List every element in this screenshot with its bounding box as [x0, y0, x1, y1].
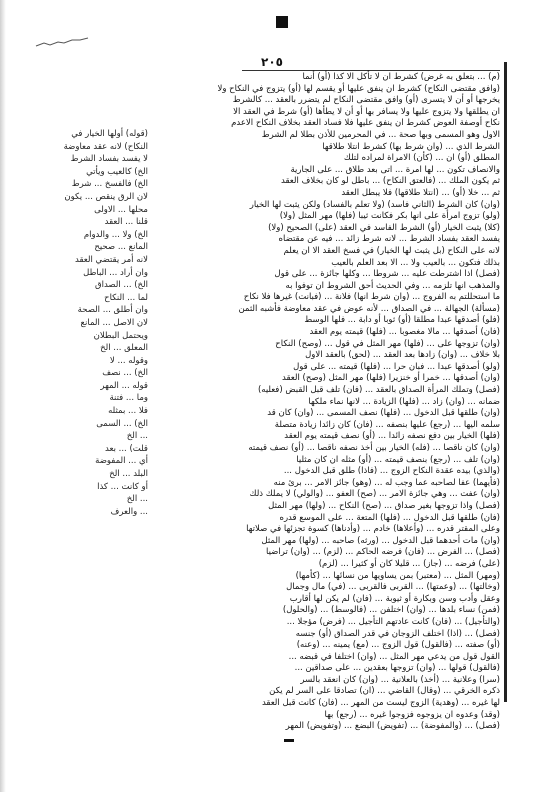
- top-rule: [242, 70, 500, 71]
- text-line: ان يطلقها ولا يتزوج عليها ولا يسافر بها أو أن لا يطأها (أو) شرط في العقد الا: [233, 106, 500, 117]
- text-line: (سرا) وعلانية ... (أخذ) بالعلانية ... (وان) كان انعقد بالسر: [300, 674, 500, 685]
- text-line: وعقل وأدب وسن وبكارة أو ثيوبة ... (فان) لم يكن لها أقارب: [289, 593, 500, 604]
- text-line: يفسد العقد بفساد الشرط ... لانه شرط زائد ... فيه عن مقتضاه: [278, 234, 500, 245]
- margin-line: قلنا ... العقد: [104, 217, 148, 228]
- text-line: (ولو) تزوج امرأة على انها بكر فكانت ثيبا (فلها) مهر المثل (ولا): [279, 211, 500, 222]
- column-side-rule: [504, 62, 507, 702]
- text-line: وعلى المقتر قدره ... (وأعلاها) خادم ... (وأدناها) كسوة تجزئها في صلاتها: [246, 524, 500, 535]
- text-line: (فصل) اذا اشترطت عليه ... شروطا ... وكلها جائزة ... على قول: [274, 269, 500, 280]
- text-line: المطلق (أو) ان ... (كأن) الامراة لمراده لتلك: [343, 153, 500, 164]
- text-line: (كلا) يثبت الخيار (أو) الشرط الفاسد في العقد (على) الصحيح (ولا): [268, 222, 500, 233]
- margin-line: البلد ... الخ: [109, 469, 148, 480]
- page-number: ٢٠٥: [261, 55, 283, 69]
- margin-line: الخ) فالفسخ ... شرط: [71, 179, 148, 190]
- margin-line: وان أراد ... الباطل: [83, 267, 148, 278]
- text-line: (فالقول) قولها ... (وان) تزوجها بعقدين ... على صداقين ...: [294, 663, 500, 674]
- text-line: (وافق مقتضى النكاح) كشرط ان ينفق عليها أو يقسم لها (أو) يتزوج في النكاح ولا: [217, 83, 500, 94]
- text-line: (مسألة) الجهالة ... في الصداق ... لأنه عوض في عقد معاوضة فأشبه الثمن: [238, 303, 500, 314]
- margin-line: ... والعرف: [110, 506, 148, 517]
- text-line: يخرجها أو أن لا يتسرى (أو) وافق مقتضى النكاح لم يتضرر بالعقد ... كالشرط: [232, 95, 500, 106]
- text-line: (م) ... بتعلق به غرض) كشرط ان لا تأكل الا كذا (أو) أنما: [302, 72, 500, 82]
- text-line: ذكره الخرقي ... (وقال) القاضي ... (ان) تصادقا على السر لم يكن: [269, 686, 500, 697]
- text-line: (فأيهما) عفا لصاحبه عما وجب له ... (وهو) جائز الامر ... برئ منه: [273, 477, 500, 488]
- text-line: والانصاف تكون ... لها امرة ... اتى بعد طلاق ... على الجارية: [290, 164, 500, 175]
- text-line: ضمانه ... (وان) زاد ... (فلها) الزيادة ... لانها نماء ملكها: [308, 396, 500, 407]
- text-line: (وان) مات أحدهما قبل الدخول ... (ورثه) صاحبه ... (ولها) مهر المثل: [261, 535, 500, 546]
- margin-line: لان الاصل ... المانع: [80, 317, 148, 328]
- page-edge-shadow: [0, 0, 6, 792]
- main-text-column: [160, 72, 500, 732]
- text-line: (فصل) وتملك المرأة الصداق بالعقد ... (فان) تلف قبل القبض (فعليه): [257, 385, 500, 396]
- margin-line: فلا ... بمثله: [108, 406, 148, 417]
- text-line: بذلك فتكون ... بالعيب ولا ... الا بعد العلم بالعيب: [331, 257, 500, 268]
- margin-line: وقوله ... لا: [109, 355, 148, 366]
- text-line: (وان) كان الشرط (الثاني فاسد) (ولا تعلم بالفساد) ولكن يثبت لها الخيار: [249, 199, 500, 210]
- text-line: (فصل) واذا تزوجها بغير صداق ... (صح) النكاح ... (ولها) مهر المثل: [268, 500, 500, 511]
- text-line: ما استحللتم به الفروج ... (وان شرط انها) فلانة ... (فبانت) غيرها فلا نكاح: [243, 292, 500, 303]
- margin-line: قلت) ... بعد: [105, 443, 148, 454]
- pencil-scribble: [34, 34, 94, 50]
- text-line: (وان) أصدقها ... خمرا أو خنزيرا (فلها) مهر المثل (وصح) العقد: [282, 373, 500, 384]
- text-line: ثم يكون الملك ... (فالعتق النكاح) ... باطل لو كان بخلاف العقد: [281, 176, 500, 187]
- margin-line: لانه أمر يقتضي العقد: [75, 254, 148, 265]
- margin-line: ... الخ: [126, 431, 148, 442]
- margin-line: الخ) كالعيب ويأتي: [86, 166, 148, 177]
- text-line: (فمن) نساء بلدها ... (وان) اختلفن ... (فالوسط) ... (والحلول): [282, 605, 500, 616]
- margin-line: الخ) ... نصف: [102, 368, 148, 379]
- text-line: (وان) طلقها قبل الدخول ... (فلها) نصف المسمى ... (وان) كان قد: [267, 408, 500, 419]
- margin-line: ... الخ: [126, 494, 148, 505]
- text-line: (وقد) وعدوه ان يزوجوه فزوجوا غيره ... (رجع) بها: [324, 709, 500, 720]
- text-line: الاول وهو المسمى وبها صحة ... في المحرمين للأذن بطلا لم الشرط: [261, 129, 500, 140]
- text-line: (على) فرضه ... (جاز) ... قليلا كان أو كثيرا ... (لزم): [318, 558, 500, 569]
- margin-line: الخ) ... الصداق: [94, 280, 148, 291]
- text-line: (فان) طلقها قبل الدخول ... (فلها) المتعة ... على الموسع قدره: [279, 512, 500, 523]
- margin-line: المانع ... صحيح: [94, 242, 148, 253]
- text-line: سلمه اليها ... (رجع) عليها بنصفه ... (فان) كان زائدا زيادة متصلة: [274, 419, 500, 430]
- text-line: (أو) صفته ... (فالقول) قول الزوج ... (مع) يمينه ... (وعنه): [296, 640, 500, 651]
- margin-commentary: [8, 128, 148, 598]
- text-line: (وان) كان ناقصا ... (فله) الخيار بين أخذ نصفه ناقصا ... (أو) نصف قيمته: [248, 443, 500, 453]
- text-line: (فصل) ... الفرض ... (فان) فرضه الحاكم ... (لزم) ... (وان) تراضيا: [266, 547, 500, 558]
- text-line: ثم ... خلا (أو) ... (انتلا طلاقها) فلا يبطل العقد: [341, 187, 500, 198]
- text-line: (وخالتها) ... (وعمتها) ... القربى فالقربى ... (في) مال وجمال: [286, 582, 500, 593]
- margin-line: النكاح) لانه عقد معاوضة: [63, 141, 148, 152]
- text-line: (والتأجيل) ... (فان) كانت عادتهم التأجيل ... (فرض) مؤجلا ...: [286, 616, 500, 627]
- text-line: لها غيره ... (وهدية) الزوج ليست من المهر ... (فان) كانت قبل العقد: [261, 698, 500, 709]
- text-line: القول قول من يدعي مهر المثل ... (وان) اختلفا في قبضه ...: [288, 651, 500, 662]
- text-line: (وان) تلف ... (رجع) بنصف قيمته ... (أو) مثله ان كان مثليا: [296, 454, 500, 465]
- bottom-print-mark: [284, 739, 294, 742]
- text-line: الشرط الذي ... (وان شرط بها) كشرط انتلا طلاقها: [322, 141, 500, 152]
- margin-line: ويحتمل البطلان: [93, 330, 148, 341]
- top-print-mark: [276, 16, 288, 28]
- margin-line: لان الرق ينقص ... يكون: [64, 191, 148, 202]
- margin-line: قوله ... المهر: [100, 380, 148, 391]
- text-line: نكاح أوصفة العوض كشرط ان ينفق عليها فلا فساد العقد بخلاف النكاح الاعدم: [231, 118, 500, 129]
- text-line: (وان) عفت ... وهي جائزة الامر ... (صح) العفو ... (والولي) لا يملك ذلك: [249, 489, 500, 500]
- margin-line: المعلق ... الخ: [100, 343, 148, 354]
- text-line: (ومهر) المثل ... (معتبر) بمن يساويها من نسائها ... (كأمها): [295, 570, 500, 581]
- margin-line: لا يفسد بفساد الشرط: [70, 154, 148, 165]
- text-line: (فلها) الخيار بين دفع نصفه زائدا ... (أو) نصف قيمته يوم العقد: [284, 431, 500, 442]
- text-line: والمذهب انها تلزمه ... وفي الحديث أحق الشروط ان توفوا به: [285, 280, 500, 291]
- margin-line: محلها ... الاولى: [94, 204, 148, 215]
- text-line: (فصل) ... (والمفوضة) ... (تفويض) البضع ... (وتفويض) المهر: [285, 721, 500, 732]
- margin-line: الخ) ولا ... والدوام: [83, 229, 148, 240]
- text-line: (ولو) أصدقها عبدا ... فبان حرا ... (فلها) قيمته ... على قول: [293, 361, 500, 372]
- margin-line: أو كانت ... كذا: [97, 481, 148, 492]
- margin-line: الخ) ... السمى: [96, 418, 148, 429]
- margin-line: (قوله) أولها الخيار في: [71, 129, 148, 139]
- text-line: (فان) أصدقها ... مالا مغصوبا ... (فلها) قيمته يوم العقد: [309, 327, 500, 338]
- text-line: (وان) تزوجها على ... (فلها) مهر المثل في قول ... (وصح) النكاح: [275, 338, 500, 349]
- text-line: بلا خلاف ... (وان) زادها بعد العقد ... (لحق) بالعقد الاول: [305, 350, 500, 361]
- margin-line: لما ... النكاح: [104, 292, 148, 303]
- text-line: (فصل) ... (اذا) اختلف الزوجان في قدر الصداق (أو) جنسه: [295, 628, 500, 639]
- text-line: لانه على النكاح (بل يثبت لها الخيار) في فسخ العقد الا ان يعلم: [283, 245, 500, 256]
- margin-line: أي ... المفوضة: [95, 456, 148, 467]
- text-line: (فلو) أصدقها عبدا مطلقا (أو) ثوبا أو دابة ... فلها الوسط: [304, 315, 500, 326]
- margin-line: وما ... فتنة: [109, 393, 148, 404]
- text-line: (والذي) بيده عقدة النكاح الزوج ... (فاذا) طلق قبل الدخول ...: [283, 466, 500, 477]
- margin-line: وان أطلق ... الصحة: [77, 305, 148, 316]
